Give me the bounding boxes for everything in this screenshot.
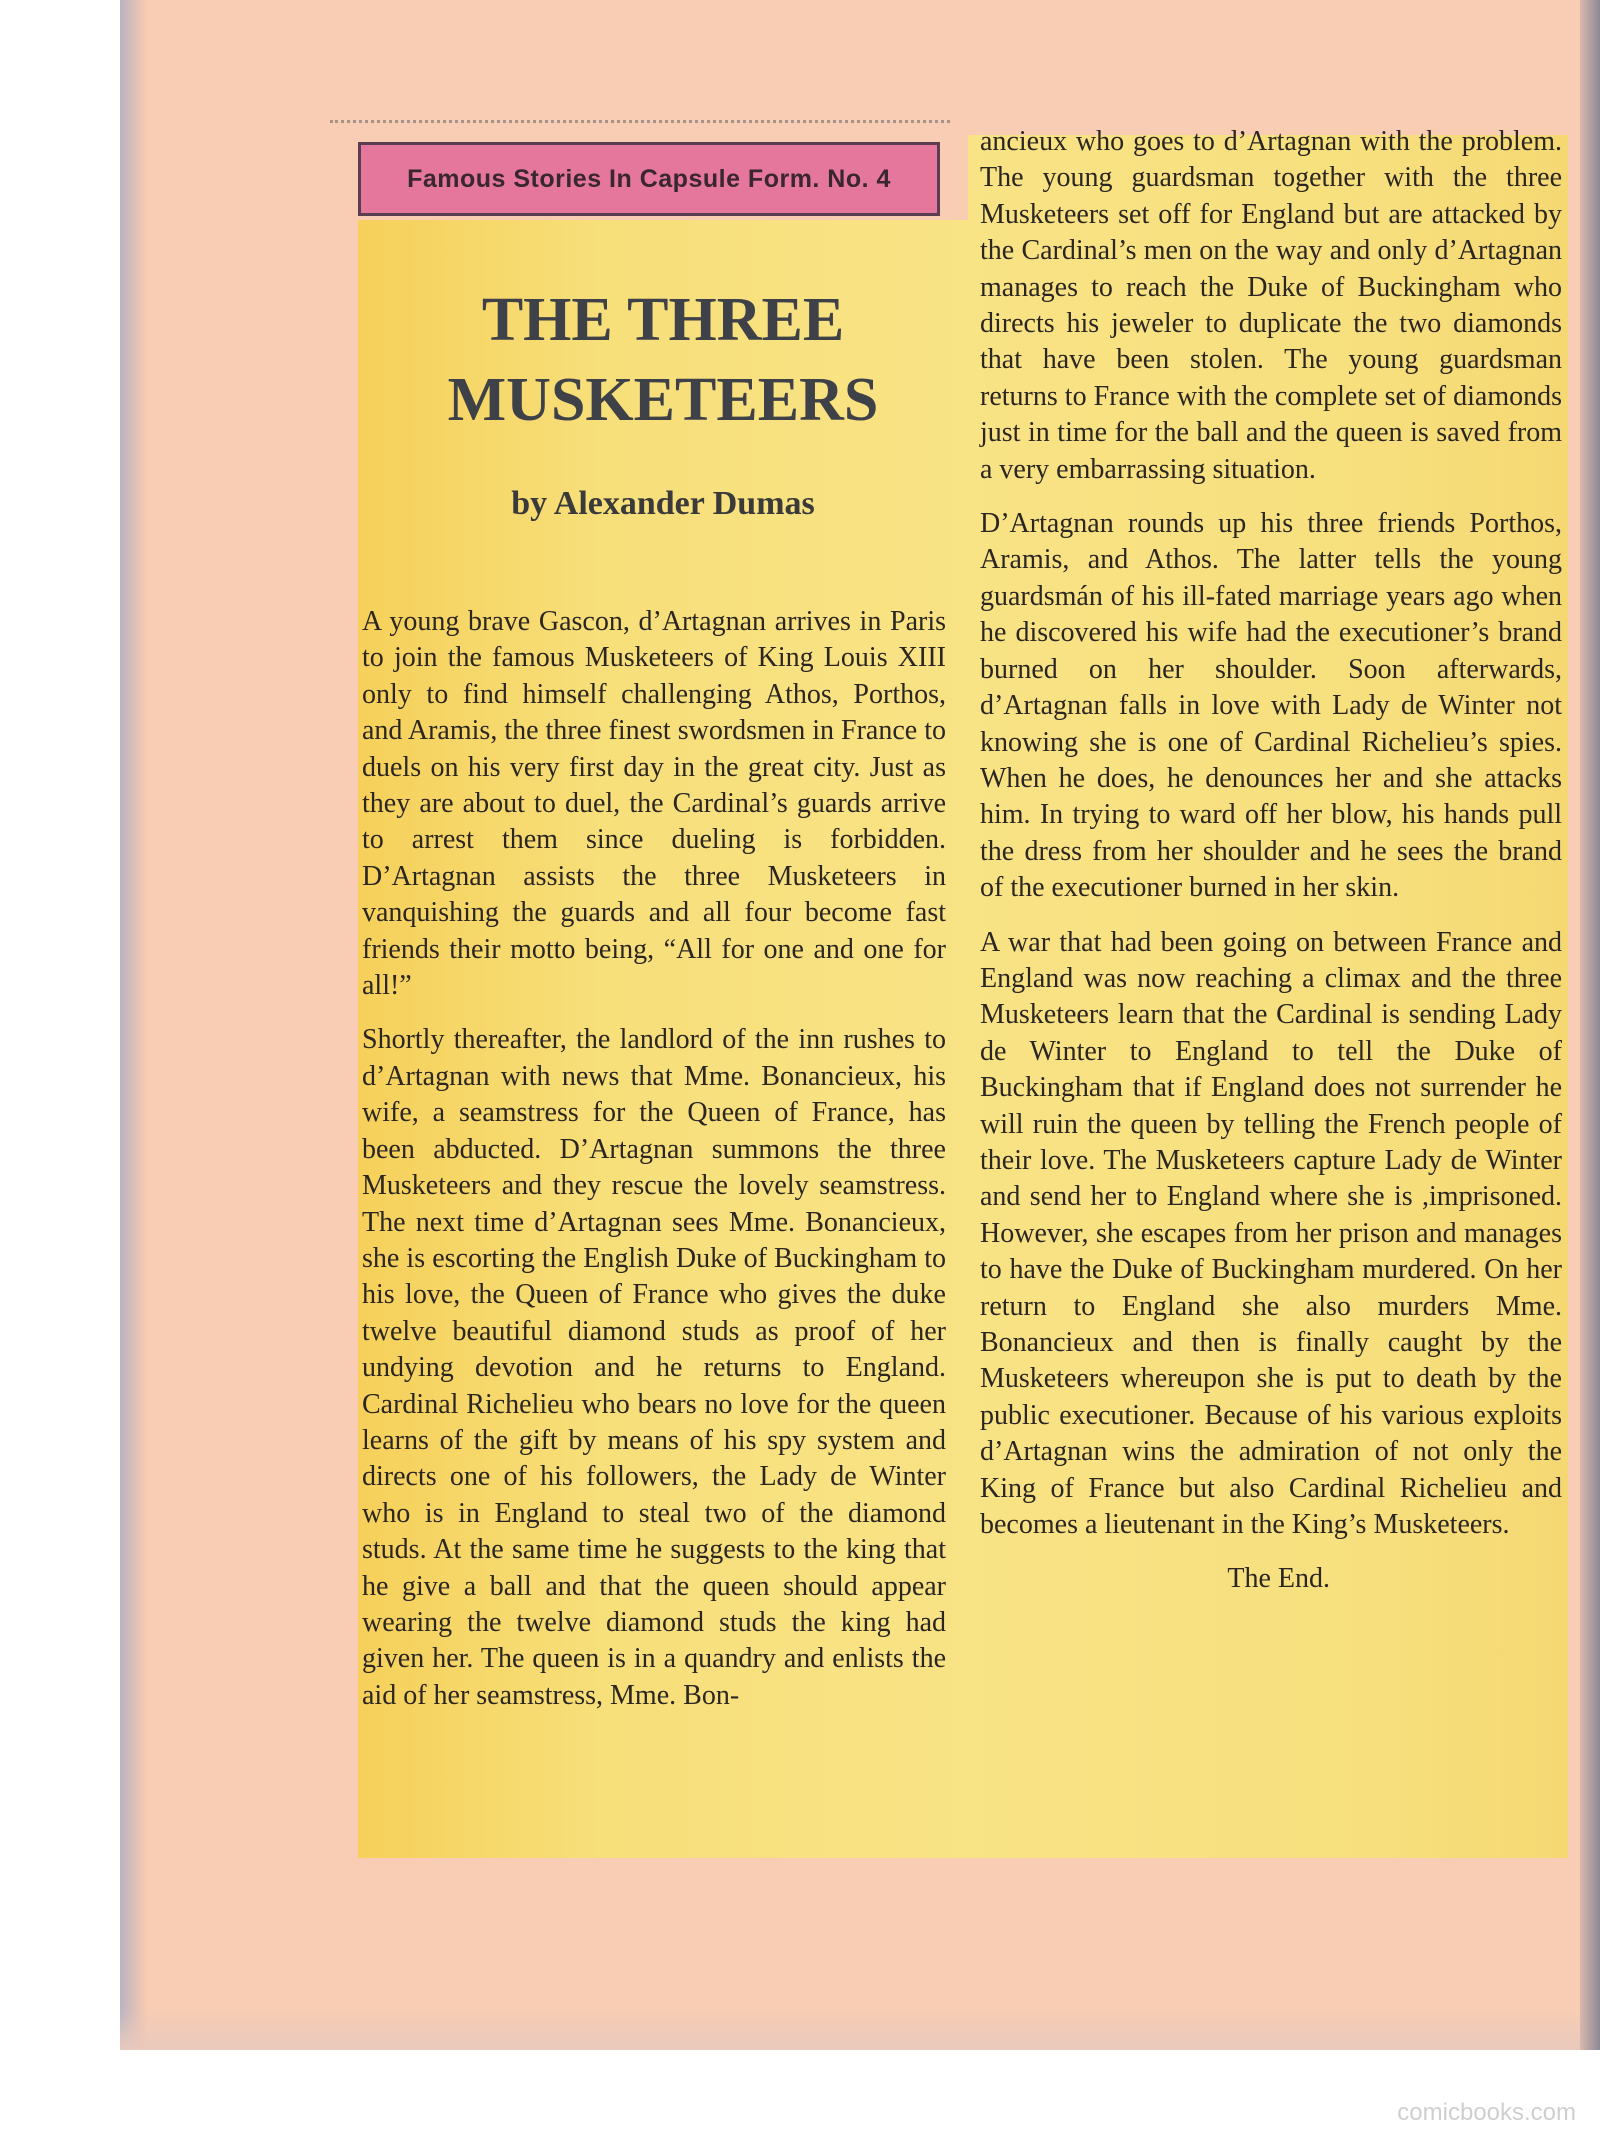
paragraph: ancieux who goes to d’Artagnan with the problem. The young guardsman together with the three Musketeers set off for England but are attacked by the Cardinal’s men on the way and only d’Artagnan manages to reach the Duke of Buckingham who directs his jeweler to duplicate the two diamonds that have been stolen. The young guardsman returns to France with the complete set of diamonds just in time for the ball and the queen is saved from a very embarrassing situation. — [980, 126, 1562, 485]
right-text-column — [980, 124, 1562, 1616]
title-line-2: MUSKETEERS — [447, 366, 879, 434]
page-bottom-shadow — [120, 2010, 1600, 2050]
paragraph: A war that had been going on between France and England was now reaching a climax and the three Musketeers learn that the Cardinal is sending Lady de Winter to England to tell the Duke of Buckingham that if England does not surrender he will ruin the queen by telling the French people of their love. The Musketeers capture Lady de Winter and send her to England where she is ,imprisoned. However, she escapes from her prison and manages to have the Duke of Buckingham murdered. On her return to England she also murders Mme. Bonancieux and then is finally caught by the Musketeers whereupon she is put to death by the public executioner. Because of his various exploits d’Artagnan wins the admiration of not only the King of France but also Cardinal Richelieu and becomes a lieutenant in the King’s Musketeers. — [980, 926, 1562, 1541]
title-line-1: THE THREE — [481, 286, 845, 354]
dotted-rule — [330, 120, 950, 123]
site-watermark: comicbooks.com — [1397, 2099, 1576, 2126]
series-banner: Famous Stories In Capsule Form. No. 4 — [358, 142, 940, 216]
paragraph: Shortly thereafter, the landlord of the inn rushes to d’Artagnan with news that Mme. Bonancieux, his wife, a seamstress for the Queen of France, has been abducted. D’Artagnan summons the three Musketeers and they rescue the lovely seamstress. The next time d’Artagnan sees Mme. Bonancieux, she is escorting the English Duke of Buckingham to his love, the Queen of France who gives the duke twelve beautiful diamond studs as proof of her undying devotion and he returns to England. Cardinal Richelieu who bears no love for the queen learns of the gift by means of his spy system and directs one of his followers, the Lady de Winter who is in England to steal two of the diamond studs. At the same time he suggests to the king that he give a ball and that the queen should appear wearing the twelve diamond studs the king had given her. The queen is in a quandry and enlists the aid of her seamstress, Mme. Bon- — [362, 1024, 946, 1711]
paragraph: A young brave Gascon, d’Artagnan arrives in Paris to join the famous Musketeers of King Louis XIII only to find himself challenging Athos, Porthos, and Aramis, the three finest swordsmen in France to duels on his very first day in the great city. Just as they are about to duel, the Cardinal’s guards arrive to arrest them since dueling is forbidden. D’Artagnan assists the three Musketeers in vanquishing the guards and all four become fast friends their motto being, “All for one and one for all!” — [362, 606, 946, 1002]
paragraph: D’Artagnan rounds up his three friends Porthos, Aramis, and Athos. The latter tells the young guardsmán of his ill-fated marriage years ago when he discovered his wife had the executioner’s brand burned on her shoulder. Soon afterwards, d’Artagnan falls in love with Lady de Winter not knowing she is one of Cardinal Richelieu’s spies. When he does, he denounces her and she attacks him. In trying to ward off her blow, his hands pull the dress from her shoulder and he sees the brand of the executioner burned in her skin. — [980, 508, 1562, 904]
page-spine-shadow — [120, 0, 148, 2050]
author-byline: by Alexander Dumas — [511, 485, 815, 522]
page-right-edge — [1580, 0, 1600, 2050]
the-end-text: The End. — [1227, 1563, 1330, 1595]
left-text-column — [362, 604, 946, 1732]
story-title — [358, 280, 968, 440]
